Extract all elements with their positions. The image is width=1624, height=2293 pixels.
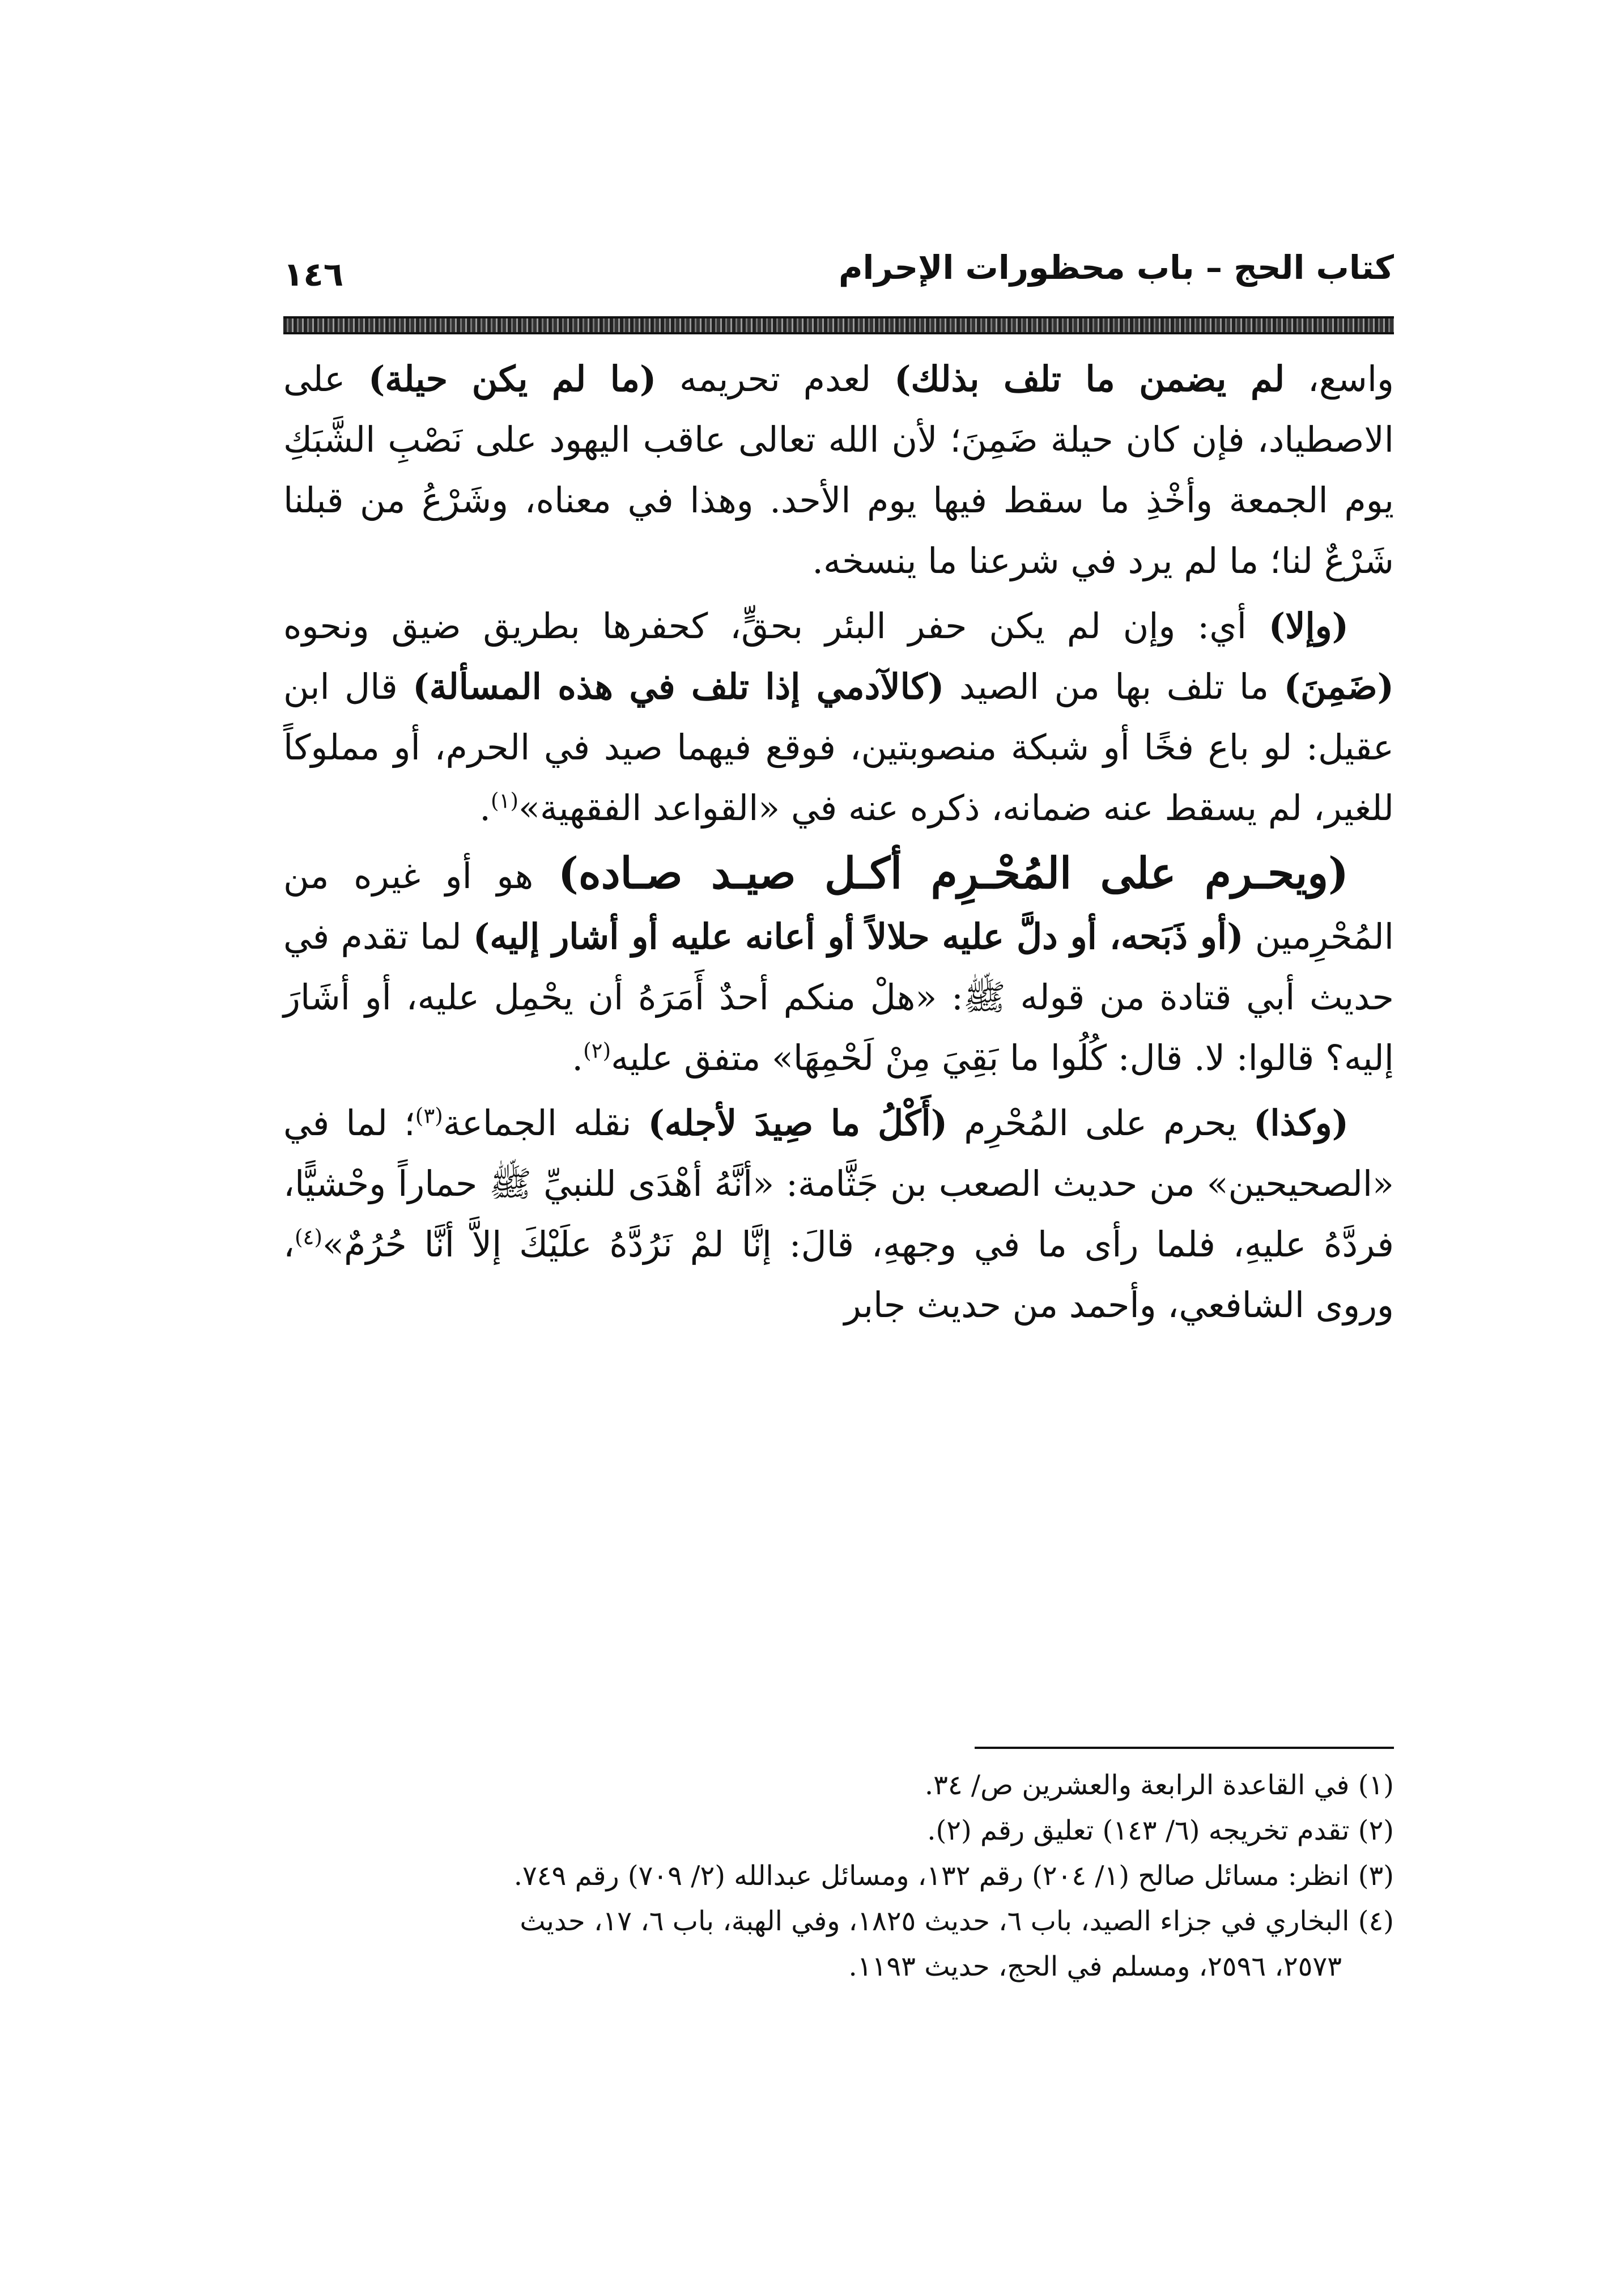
text-run: . (572, 1037, 584, 1078)
footnote-4 (283, 1899, 1394, 1944)
footnote-4-continuation (283, 1944, 1394, 1989)
footnote-ref[interactable]: (١) (491, 788, 519, 813)
matn-run: (وإلا) (1268, 605, 1349, 647)
footnote-text: في القاعدة الرابعة والعشرين ص/ ٣٤. (924, 1769, 1350, 1801)
footnote-separator (975, 1747, 1394, 1749)
text-run: لما تقدم في حديث أبي قتادة من قوله ﷺ: «هلْ منكم أحدٌ أَمَرَهُ أن يحْمِل عليه، أو أشَارَ إليه؟ قالوا: لا. قال: كُلُوا ما بَقِيَ مِنْ لَحْمِهَا» متفق عليه (283, 916, 1394, 1078)
text-run: قال ابن عقيل: لو باع فخًا أو شبكة منصوبتين، فوقع فيهما صيد في الحرم، أو مملوكاً للغير، لم يسقط عنه ضمانه، ذكره عنه في «القواعد الفقهية» (283, 666, 1394, 829)
footnotes (283, 1763, 1394, 1989)
text-run: يحرم على المُحْرِم (947, 1102, 1254, 1144)
text-run: نقله الجماعة (443, 1102, 648, 1144)
footnote-number: (٢) (1358, 1815, 1394, 1846)
text-run: ، وروى الشافعي، وأحمد من حديث جابر (283, 1224, 1394, 1326)
footnote-text: البخاري في جزاء الصيد، باب ٦، حديث ١٨٢٥، وفي الهبة، باب ٦، ١٧، حديث (520, 1905, 1350, 1937)
paragraph-2 (283, 596, 1394, 838)
footnote-ref[interactable]: (٢) (583, 1038, 611, 1063)
text-run: ما تلف بها من الصيد (944, 666, 1284, 707)
footnote-number: (٤) (1358, 1905, 1394, 1937)
page-number: ١٤٦ (283, 255, 344, 294)
text-run: على الاصطياد، فإن كان حيلة ضَمِنَ؛ لأن الله تعالى عاقب اليهود على نَصْبِ الشَّبَكِ يوم الجمعة وأخْذِ ما سقط فيها يوم الأحد. وهذا في معناه، وشَرْعُ من قبلنا شَرْعٌ لنا؛ ما لم يرد في شرعنا ما ينسخه. (283, 358, 1394, 581)
page-header (283, 232, 1394, 300)
paragraph-4 (283, 1093, 1394, 1335)
matn-run: لم يضمن ما تلف بذلك) (894, 358, 1285, 400)
text-run: لعدم تحريمه (656, 358, 895, 400)
footnote-text: ٢٥٧٣، ٢٥٩٦، ومسلم في الحج، حديث ١١٩٣. (848, 1951, 1342, 1982)
matn-run: (ضَمِنَ) (1283, 666, 1394, 707)
text-run: ؛ لما في «الصحيحين» من حديث الصعب بن جَثَّامة: «أنَّهُ أهْدَى للنبيِّ ﷺ حماراً وحْشيًّا، فردَّهُ عليهِ، فلما رأى ما في وجههِ، قالَ: إنَّا لمْ نَرُدَّهُ علَيْكَ إلاَّ أنَّا حُرُمٌ» (283, 1102, 1394, 1265)
matn-run: (ما لم يكن حيلة) (368, 358, 657, 400)
text-run: واسع، (1285, 358, 1394, 400)
text-run: . (479, 787, 491, 829)
footnote-2 (283, 1808, 1394, 1853)
footnote-3 (283, 1853, 1394, 1899)
paragraph-1 (283, 349, 1394, 591)
footnote-text: انظر: مسائل صالح (١/ ٢٠٤) رقم ١٣٢، ومسائل عبدالله (٢/ ٧٠٩) رقم ٧٤٩. (513, 1860, 1350, 1892)
footnote-1 (283, 1763, 1394, 1808)
matn-run: (ويحـرم على المُحْـرِم أكـل صيـد صـاده) (558, 848, 1349, 898)
footnote-number: (١) (1358, 1769, 1394, 1801)
matn-run: (وكذا) (1253, 1102, 1349, 1144)
matn-run: (كالآدمي إذا تلف في هذه المسألة) (413, 666, 945, 707)
matn-run: (أو ذَبَحه، أو دلَّ عليه حلالاً أو أعانه عليه أو أشار إليه) (473, 916, 1244, 957)
running-title: كتاب الحج – باب محظورات الإحرام (839, 248, 1394, 287)
footnote-number: (٣) (1358, 1860, 1394, 1892)
footnote-ref[interactable]: (٤) (295, 1224, 323, 1250)
main-text (283, 349, 1394, 1340)
paragraph-3 (283, 843, 1394, 1088)
text-run: هو أو غيره من المُحْرِمين (283, 855, 1394, 957)
text-run: أي: وإن لم يكن حفر البئر بحقٍّ، كحفرها بطريق ضيق ونحوه (283, 605, 1269, 647)
header-ornamental-rule (283, 316, 1394, 334)
footnote-text: تقدم تخريجه (٦/ ١٤٣) تعليق رقم (٢). (927, 1815, 1350, 1846)
matn-run: (أَكْلُ ما صِيدَ لأجله) (648, 1102, 948, 1144)
footnote-ref[interactable]: (٣) (415, 1103, 443, 1128)
